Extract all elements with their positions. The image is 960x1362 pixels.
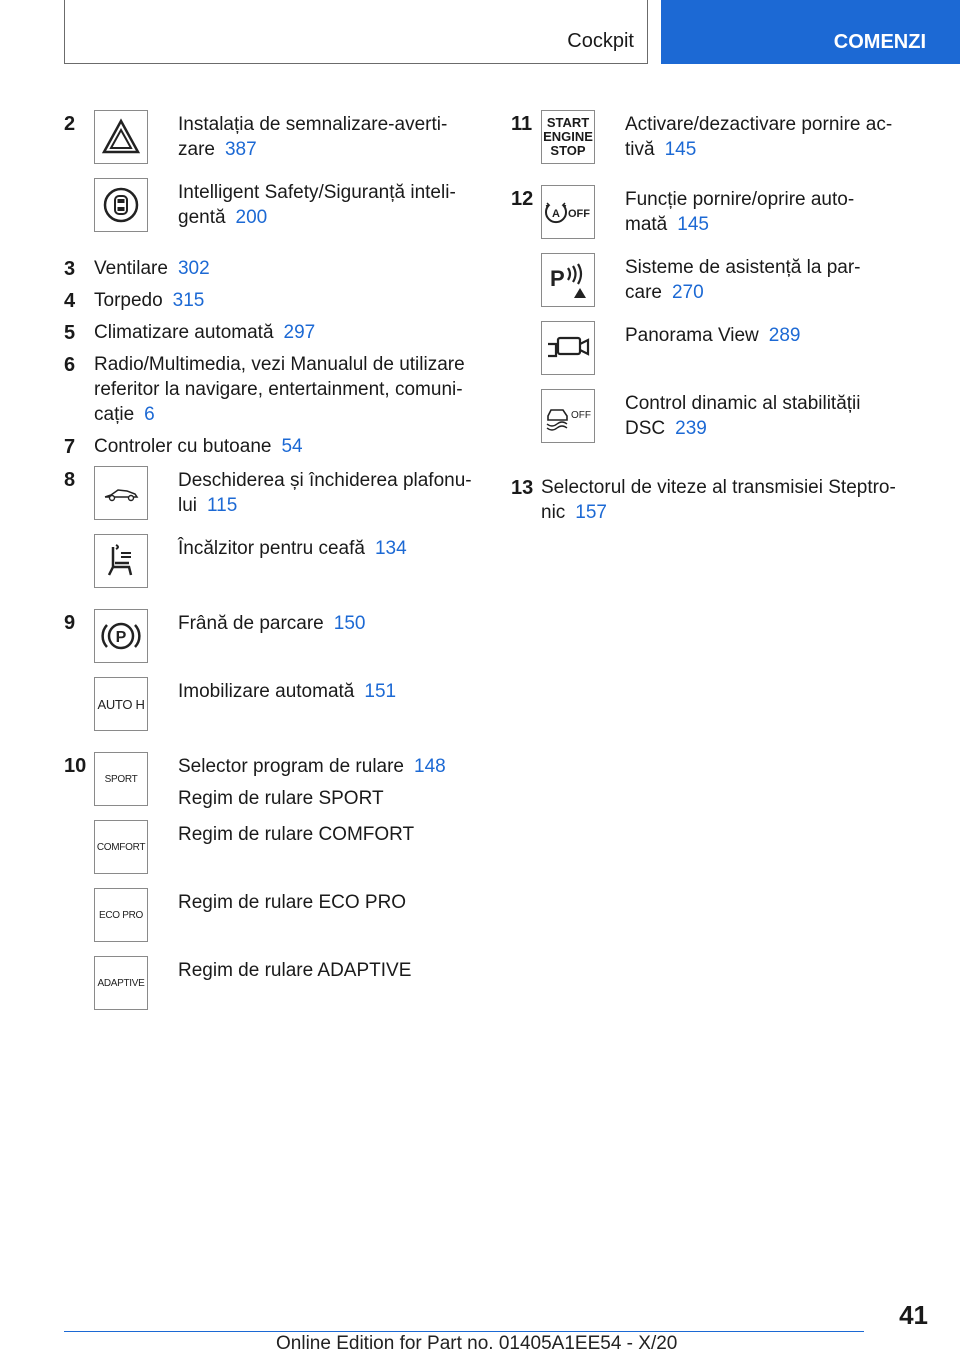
item-11 xyxy=(511,110,901,185)
item-text: Imobilizare automată 151 xyxy=(178,681,397,702)
item-text: Deschiderea și închiderea plafonu- lui 115 xyxy=(178,470,472,516)
right-column xyxy=(511,110,901,535)
item-text: Funcție pornire/oprire auto- mată 145 xyxy=(625,189,855,235)
page-reference-link[interactable]: 134 xyxy=(374,538,407,559)
item-12 xyxy=(511,185,901,475)
item-text: Sisteme de asistență la par- care 270 xyxy=(625,257,861,303)
item-text: Torpedo xyxy=(94,290,163,311)
item-text: Ventilare xyxy=(94,258,168,279)
item-text: Selector program de rulare 148 Regim de rulare SPORT xyxy=(178,756,446,809)
page-reference-link[interactable]: 150 xyxy=(333,613,366,634)
item-10 xyxy=(64,752,474,1024)
item-9 xyxy=(64,609,474,752)
item-2 xyxy=(64,110,474,256)
page-reference-link[interactable]: 387 xyxy=(224,139,257,160)
item-number: 10 xyxy=(64,755,87,777)
page-reference-link[interactable]: 157 xyxy=(575,502,607,523)
page-reference-link[interactable]: 315 xyxy=(172,290,205,311)
item-number: 7 xyxy=(64,436,76,458)
parking-brake-icon xyxy=(94,609,148,663)
page-reference-link[interactable]: 297 xyxy=(283,322,316,343)
item-number: 11 xyxy=(511,113,533,135)
item-number: 4 xyxy=(64,290,76,312)
eco-pro-icon: ECO PRO xyxy=(94,888,148,942)
page-reference-link[interactable]: 270 xyxy=(671,282,704,303)
chapter-tab[interactable] xyxy=(661,0,960,64)
svg-text:P: P xyxy=(115,629,127,646)
item-number: 9 xyxy=(64,612,76,634)
item-text: Climatizare automată xyxy=(94,322,274,343)
svg-text:A: A xyxy=(552,208,560,220)
item-text: Selectorul de viteze al transmisiei Steptro- nic 157 xyxy=(541,477,896,523)
page-reference-link[interactable]: 151 xyxy=(364,681,397,702)
page-reference-link[interactable]: 6 xyxy=(144,404,155,425)
dsc-off-icon xyxy=(541,389,595,443)
item-number: 8 xyxy=(64,469,76,491)
comfort-icon: COMFORT xyxy=(94,820,148,874)
item-number: 6 xyxy=(64,354,76,376)
svg-text:OFF: OFF xyxy=(568,208,590,220)
item-text: Controler cu butoane xyxy=(94,436,272,457)
svg-text:P: P xyxy=(550,266,565,291)
item-number: 5 xyxy=(64,322,76,344)
page-number: 41 xyxy=(899,1300,928,1330)
item-3 xyxy=(64,256,474,288)
edition-note: Online Edition for Part no. 01405A1EE54 - X/20 xyxy=(276,1333,678,1354)
item-8 xyxy=(64,466,474,609)
item-text: Control dinamic al stabilității DSC 239 xyxy=(625,393,861,439)
item-5 xyxy=(64,320,474,352)
adaptive-icon: ADAPTIVE xyxy=(94,956,148,1010)
auto-start-stop-off-icon xyxy=(541,185,595,239)
auto-hold-icon: AUTO H xyxy=(94,677,148,731)
neck-warmer-icon xyxy=(94,534,148,588)
page-reference-link[interactable]: 148 xyxy=(414,756,446,777)
hazard-triangle-icon xyxy=(94,110,148,164)
item-text: Regim de rulare ADAPTIVE xyxy=(178,960,412,981)
item-text: Panorama View 289 xyxy=(625,325,801,346)
item-text: Încălzitor pentru ceafă 134 xyxy=(178,538,407,559)
sport-icon: SPORT xyxy=(94,752,148,806)
page-reference-link[interactable]: 302 xyxy=(177,258,210,279)
item-number: 12 xyxy=(511,188,534,210)
page-reference-link[interactable]: 145 xyxy=(677,214,709,235)
item-text: Frână de parcare 150 xyxy=(178,613,366,634)
section-title: Cockpit xyxy=(567,30,634,52)
header-frame xyxy=(64,0,648,64)
intelligent-safety-icon xyxy=(94,178,148,232)
item-text: Intelligent Safety/Siguranță inteli- gentă 200 xyxy=(178,182,456,228)
left-column xyxy=(64,110,474,1024)
page-reference-link[interactable]: 145 xyxy=(664,139,697,160)
item-text: Regim de rulare COMFORT xyxy=(178,824,415,845)
item-number: 2 xyxy=(64,113,76,135)
item-text: Regim de rulare ECO PRO xyxy=(178,892,407,913)
item-number: 13 xyxy=(511,477,534,499)
page-reference-link[interactable]: 200 xyxy=(235,207,268,228)
convertible-roof-icon xyxy=(94,466,148,520)
chapter-tab-label: COMENZI xyxy=(833,31,926,53)
item-4 xyxy=(64,288,474,320)
park-assist-icon xyxy=(541,253,595,307)
page-reference-link[interactable]: 115 xyxy=(207,495,238,516)
footer-divider xyxy=(64,1331,864,1332)
item-text: Radio/Multimedia, vezi Manualul de utilizare referitor la navigare, entertainment, comuni- cație 6 xyxy=(94,354,465,425)
item-text: Instalația de semnalizare-averti- zare 387 xyxy=(178,114,448,160)
start-engine-stop-icon: START ENGINE STOP xyxy=(541,110,595,164)
svg-text:OFF: OFF xyxy=(571,410,591,421)
item-text: Activare/dezactivare pornire ac- tivă 145 xyxy=(625,114,893,160)
panorama-view-icon xyxy=(541,321,595,375)
item-7 xyxy=(64,434,474,466)
item-6 xyxy=(64,352,474,434)
page-reference-link[interactable]: 54 xyxy=(281,436,303,457)
page-reference-link[interactable]: 239 xyxy=(675,418,707,439)
item-number: 3 xyxy=(64,258,76,280)
item-13 xyxy=(511,475,901,535)
page-reference-link[interactable]: 289 xyxy=(768,325,801,346)
